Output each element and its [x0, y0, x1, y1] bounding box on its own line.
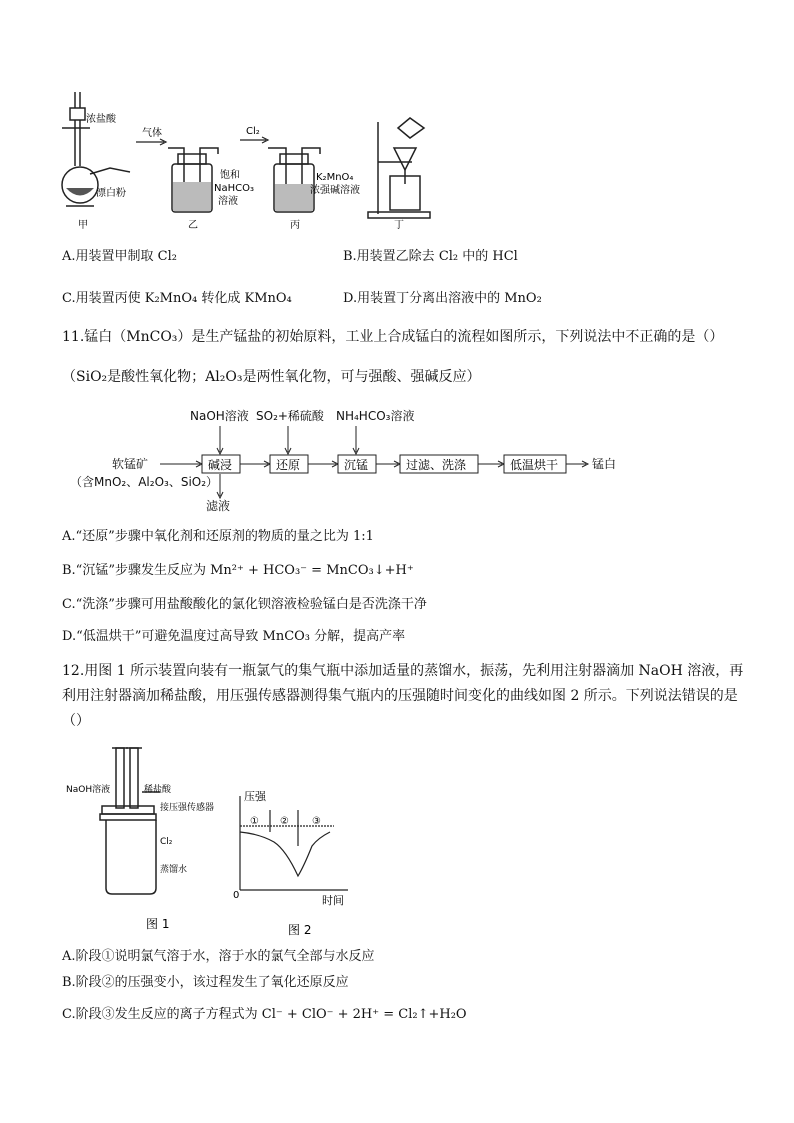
- fig2-ylabel: 压强: [244, 790, 266, 803]
- arrow-gas: [136, 139, 166, 145]
- label-gas: 气体: [142, 128, 162, 139]
- flow-raw: 软锰矿: [112, 457, 149, 471]
- label-ding: 丁: [394, 220, 404, 231]
- apparatus-figure: [60, 88, 480, 238]
- q12-stem-line1: 12.用图 1 所示装置向装有一瓶氯气的集气瓶中添加适量的蒸馏水，振荡，先利用注射器滴加 NaOH 溶液，再: [62, 663, 744, 679]
- q12-option-c[interactable]: C.阶段③发生反应的离子方程式为 Cl⁻ + ClO⁻ + 2H⁺ = Cl₂↑+H₂O: [62, 1007, 467, 1022]
- flow-reagent-naoh: NaOH溶液: [190, 409, 249, 423]
- q11-option-a[interactable]: A.“还原”步骤中氧化剂和还原剂的物质的量之比为 1:1: [62, 529, 374, 544]
- q12-option-b[interactable]: B.阶段②的压强变小，该过程发生了氧化还原反应: [62, 975, 349, 990]
- label-k2mno4: K₂MnO₄: [316, 172, 354, 183]
- flow-waste: 滤液: [206, 499, 231, 513]
- flow-step2: 还原: [276, 458, 301, 472]
- fig1-sensor-label: 接压强传感器: [160, 803, 215, 813]
- fig1-naoh-label: NaOH溶液: [66, 785, 111, 795]
- q12-stem-line3: （）: [62, 713, 90, 729]
- q12-stem-line2: 利用注射器滴加稀盐酸，用压强传感器测得集气瓶内的压强随时间变化的曲线如图 2 所示。下列说法错误的是: [62, 688, 738, 704]
- q11-option-d[interactable]: D.“低温烘干”可避免温度过高导致 MnCO₃ 分解，提高产率: [62, 629, 406, 644]
- q10-option-a[interactable]: A.用装置甲制取 Cl₂: [62, 249, 177, 264]
- label-yi: 乙: [188, 220, 198, 231]
- label-cl2-arrow: Cl₂: [246, 126, 260, 137]
- q11-stem: 11.锰白（MnCO₃）是生产锰盐的初始原料，工业上合成锰白的流程如图所示，下列说法中不正确的是（）: [62, 329, 724, 345]
- fig1-cl2-label: Cl₂: [160, 837, 173, 847]
- fig1-hcl-label: 稀盐酸: [144, 785, 172, 795]
- fig2-stage-2: ②: [280, 816, 289, 827]
- arrow-cl2: [240, 137, 268, 143]
- q10-option-b[interactable]: B.用装置乙除去 Cl₂ 中的 HCl: [343, 249, 518, 264]
- fig2-caption: 图 2: [288, 923, 312, 937]
- flow-product: 锰白: [592, 457, 617, 471]
- label-conc-hcl: 浓盐酸: [86, 114, 116, 125]
- figure-1: [64, 740, 234, 940]
- fig2-stage-3: ③: [312, 816, 321, 827]
- apparatus-yi: [168, 148, 218, 212]
- flow-step3: 沉锰: [344, 458, 369, 472]
- fig2-stage-1: ①: [250, 816, 259, 827]
- q11-option-b[interactable]: B.“沉锰”步骤发生反应为 Mn²⁺ + HCO₃⁻ = MnCO₃↓+H⁺: [62, 563, 414, 578]
- label-bleach: 漂白粉: [96, 188, 126, 199]
- label-bing: 丙: [290, 220, 300, 231]
- figure-2: [230, 786, 360, 938]
- fig2-xlabel: 时间: [322, 894, 344, 907]
- label-strong-alkali: 浓强碱溶液: [310, 185, 360, 196]
- flow-step1: 碱浸: [208, 458, 233, 472]
- flowchart: [60, 400, 640, 520]
- label-sat: 饱和: [220, 170, 240, 181]
- fig2-origin: 0: [233, 890, 240, 901]
- apparatus-bing: [268, 148, 320, 212]
- q12-option-a[interactable]: A.阶段①说明氯气溶于水，溶于水的氯气全部与水反应: [62, 949, 375, 964]
- q10-option-d[interactable]: D.用装置丁分离出溶液中的 MnO₂: [343, 291, 542, 306]
- flow-step4: 过滤、洗涤: [406, 458, 467, 472]
- q11-note: （SiO₂是酸性氧化物；Al₂O₃是两性氧化物，可与强酸、强碱反应）: [62, 369, 481, 385]
- flow-reagent-nh4hco3: NH₄HCO₃溶液: [336, 409, 415, 423]
- label-solution: 溶液: [218, 196, 238, 207]
- q11-option-c[interactable]: C.“洗涤”步骤可用盐酸酸化的氯化钡溶液检验锰白是否洗涤干净: [62, 597, 427, 612]
- flow-raw-note: （含MnO₂、Al₂O₃、SiO₂）: [70, 475, 219, 489]
- q10-option-c[interactable]: C.用装置丙使 K₂MnO₄ 转化成 KMnO₄: [62, 291, 292, 306]
- apparatus-ding: [368, 118, 430, 218]
- label-jia: 甲: [78, 220, 88, 231]
- flow-step5: 低温烘干: [510, 458, 559, 472]
- fig1-caption: 图 1: [146, 917, 170, 931]
- fig1-water-label: 蒸馏水: [160, 865, 188, 875]
- label-nahco3: NaHCO₃: [214, 183, 254, 194]
- flow-reagent-so2: SO₂+稀硫酸: [256, 409, 324, 423]
